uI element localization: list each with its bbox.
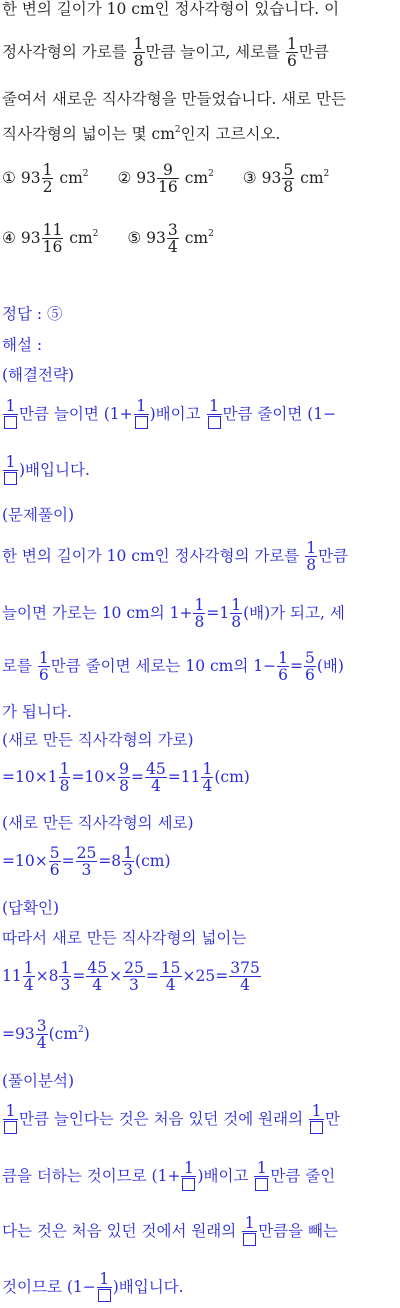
- blank-box-icon: [135, 416, 148, 429]
- check-title: (답확인): [2, 899, 60, 917]
- question-line-2: 정사각형의 가로를 $\frac{1}{8}$ 만큼 늘이고, 세로를 $\frac{1}{6}$ 만큼: [2, 35, 329, 71]
- explanation-label: 해설 :: [2, 336, 43, 354]
- option-2[interactable]: ② 93 $\frac{9}{16}$ $cm^2$: [117, 161, 214, 197]
- check-equation-2: =93 $\frac{3}{4}$ $(cm^2)$: [2, 1017, 90, 1053]
- options-row-2: [2, 222, 398, 256]
- blank-box-icon: [4, 472, 17, 485]
- analysis-line-2: 큼을 더하는 것이므로 (1+ 1 )배이고 1 만큼 줄인: [2, 1160, 398, 1194]
- solve-line-3: 로를 $\frac{1}{6}$ 만큼 줄이면 세로는 10 cm의 1− $\frac{1}{6}$ = $\frac{5}{6}$ (배): [2, 649, 344, 685]
- width-equation: =10×1 $\frac{1}{8}$ =10× $\frac{9}{8}$ = $\frac{45}{4}$ =11 $\frac{1}{4}$ (cm): [2, 760, 250, 796]
- blank-box-icon: [208, 416, 221, 429]
- strategy-line-1: 1 만큼 늘이면 (1+ 1 )배이고 1 만큼 줄이면 (1−: [2, 398, 398, 432]
- fraction: $\frac{1}{8}$: [133, 35, 144, 71]
- analysis-line-3: 다는 것은 처음 있던 것에서 원래의 1 만큼을 빼는: [2, 1215, 398, 1249]
- solve-line-1: 한 변의 길이가 10 cm인 정사각형의 가로를 $\frac{1}{8}$ 만큼: [2, 539, 349, 575]
- blank-box-icon: [310, 1121, 323, 1134]
- fraction: $\frac{1}{6}$: [287, 35, 297, 71]
- option-1[interactable]: ① 93 $\frac{1}{2}$ $cm^2$: [2, 161, 89, 197]
- height-title: (새로 만든 직사각형의 세로): [2, 814, 194, 832]
- blank-box-icon: [4, 1121, 17, 1134]
- question-line-3: 줄여서 새로운 직사각형을 만들었습니다. 새로 만든: [2, 90, 346, 108]
- option-5[interactable]: ⑤ 93 $\frac{3}{4}$ $cm^2$: [127, 221, 214, 257]
- blank-box-icon: [4, 416, 17, 429]
- blank-box-icon: [243, 1233, 256, 1246]
- strategy-line-2: 1 )배입니다.: [2, 454, 398, 488]
- option-3[interactable]: ③ 93 $\frac{5}{8}$ $cm^2$: [242, 161, 330, 197]
- solve-line-2: 늘이면 가로는 10 cm의 1+ $\frac{1}{8}$ =1 $\frac{1}{8}$ (배)가 되고, 세: [2, 596, 345, 632]
- check-equation-1: 11 $\frac{1}{4}$ ×8 $\frac{1}{3}$ = $\frac{45}{4}$ × $\frac{25}{3}$ = $\frac{15}{4}$ ×25= $\frac{375}{4}$: [2, 959, 260, 995]
- solve-line-4: 가 됩니다.: [2, 703, 72, 721]
- blank-box-icon: [98, 1289, 111, 1302]
- option-4[interactable]: ④ 93 $\frac{11}{16}$ $cm^2$: [2, 221, 99, 257]
- solve-title: (문제풀이): [2, 506, 74, 524]
- question-line-4: 직사각형의 넓이는 몇 $cm^2$인지 고르시오.: [2, 125, 281, 143]
- blank-box-icon: [255, 1178, 268, 1191]
- analysis-title: (풀이분석): [2, 1072, 74, 1090]
- check-line-1: 따라서 새로 만든 직사각형의 넓이는: [2, 929, 247, 947]
- question-line-1: 한 변의 길이가 10 cm인 정사각형이 있습니다. 이: [2, 0, 340, 18]
- analysis-line-4: 것이므로 (1− 1 )배입니다.: [2, 1271, 398, 1305]
- analysis-line-1: 1 만큼 늘인다는 것은 처음 있던 것에 원래의 1 만: [2, 1103, 398, 1137]
- options-row-1: [2, 162, 398, 196]
- strategy-title: (해결전략): [2, 366, 74, 384]
- height-equation: =10× $\frac{5}{6}$ = $\frac{25}{3}$ =8 $\frac{1}{3}$ (cm): [2, 844, 171, 880]
- answer-label: 정답 : ⑤: [2, 305, 63, 323]
- blank-box-icon: [182, 1178, 195, 1191]
- width-title: (새로 만든 직사각형의 가로): [2, 731, 194, 749]
